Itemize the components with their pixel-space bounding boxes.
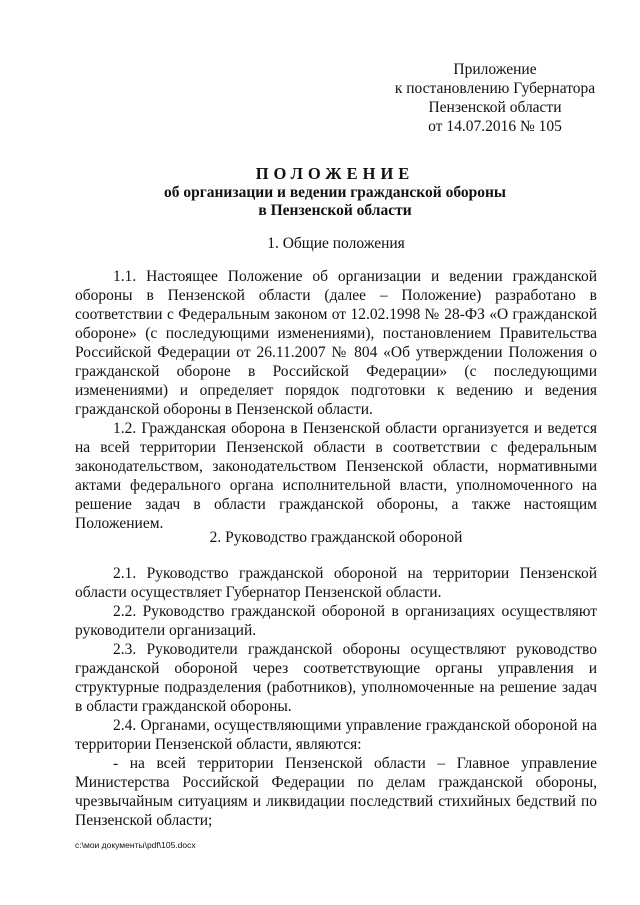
document-title	[70, 163, 600, 220]
approval-line-4: от 14.07.2016 № 105	[428, 118, 562, 135]
title-main: ПОЛОЖЕНИЕ	[255, 164, 415, 183]
section-2-heading: 2. Руководство гражданской обороной	[209, 529, 463, 546]
section-1-heading: 1. Общие положения	[267, 235, 405, 252]
file-path-footer: c:\мои документы\pdf\105.docx	[75, 840, 196, 850]
approval-line-1: Приложение	[453, 61, 537, 78]
approval-line-2: к постановлению Губернатора	[394, 80, 596, 97]
section-2-body	[75, 564, 597, 830]
section-1-body	[75, 267, 597, 533]
approval-line-3: Пензенской области	[428, 99, 562, 116]
paragraph-2-2: 2.2. Руководство гражданской обороной в организациях осуществляют руководители организаций.	[75, 603, 597, 639]
title-sub-2: в Пензенской области	[258, 202, 412, 219]
paragraph-2-5: - на всей территории Пензенской области – Главное управление Министерства Российской Федерации по делам гражданской обороны, чрезвычайным ситуациям и ликвидации последствий стихийных бедствий по Пензенской области;	[75, 755, 597, 829]
paragraph-2-3: 2.3. Руководители гражданской обороны осуществляют руководство гражданской обороной через соответствующие органы управления и структурные подразделения (работников), уполномоченные на решение задач в области гражданской обороны.	[75, 641, 597, 715]
title-sub-1: об организации и ведении гражданской обороны	[163, 184, 507, 201]
approval-block	[380, 60, 610, 136]
paragraph-1-1: 1.1. Настоящее Положение об организации и ведении гражданской обороны в Пензенской области (далее – Положение) разработано в соответствии с Федеральным законом от 12.02.1998 № 28-ФЗ «О гражданской обороне» (с последующими изменениями), постановлением Правительства Российской Федерации от 26.11.2007 № 804 «Об утверждении Положения о гражданской обороне в Российской Федерации» (с последующими изменениями) и определяет порядок подготовки к ведению и ведения гражданской обороны в Пензенской области.	[75, 268, 597, 418]
paragraph-2-4: 2.4. Органами, осуществляющими управление гражданской обороной на территории Пензенской области, являются:	[75, 717, 597, 753]
paragraph-2-1: 2.1. Руководство гражданской обороной на территории Пензенской области осуществляет Губернатор Пензенской области.	[75, 565, 597, 601]
paragraph-1-2: 1.2. Гражданская оборона в Пензенской области организуется и ведется на всей территории Пензенской области в соответствии с федеральным законодательством, законодательством Пензенской области, нормативными актами федерального органа исполнительной власти, уполномоченного на решение задач в области гражданской обороны, а также настоящим Положением.	[75, 420, 597, 532]
